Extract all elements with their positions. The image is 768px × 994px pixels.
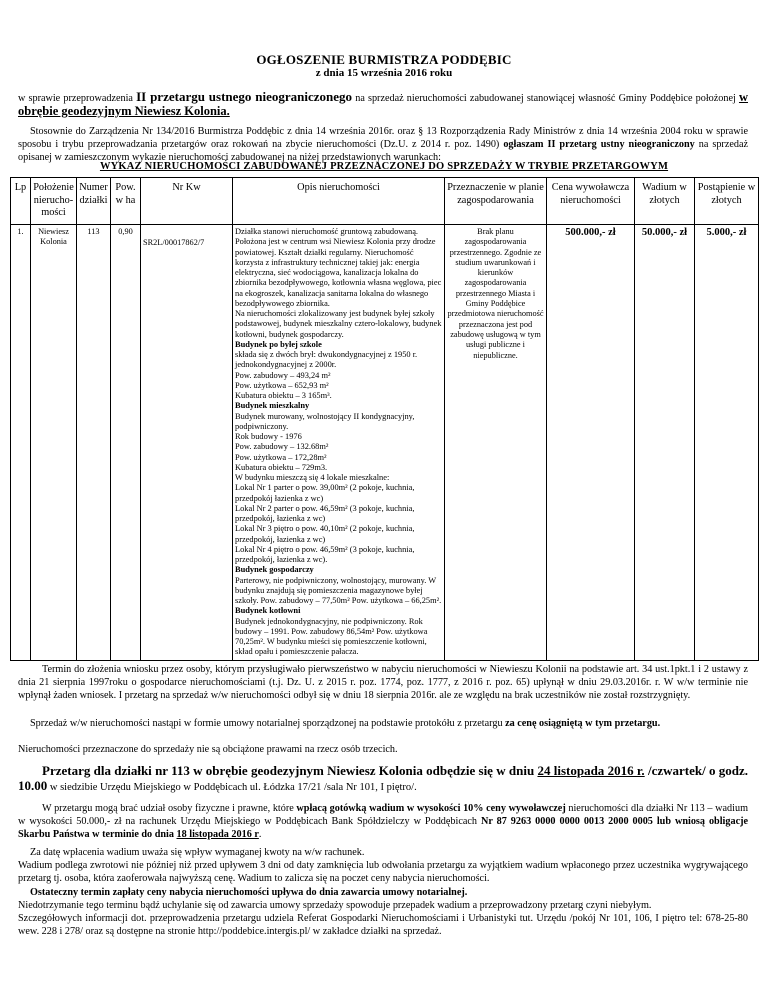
basis-text: Stosownie do Zarządzenia Nr 134/2016 Burmistrza Poddębic z dnia 14 września 2016r. oraz § 13 Rozporządzenia Rady Ministrów z dnia 14 września 2004 roku w sprawie sposobu i trybu przeprowadzania przetargów oraz rokowań na zbycie nieruchomości (Dz.U. z 2014 r. poz. 1490) <box>18 126 748 151</box>
sale-bold: za cenę osiągniętą w tym przetargu. <box>505 718 661 729</box>
property-table <box>10 177 759 661</box>
deposit-text: . <box>258 829 262 841</box>
cell-step: 5.000,- zł <box>695 225 759 661</box>
header-deposit: Wadium w złotych <box>635 178 695 225</box>
school-line: składa się z dwóch brył: dwukondygnacyjnej z 1950 r. jednokondygnacyjnej z 2000r. <box>235 350 418 370</box>
residential-line: Budynek murowany, wolnostojący II kondygnacyjny, podpiwniczony. <box>235 411 415 431</box>
boiler-house-line: Budynek jednokondygnacyjny, nie podpiwniczony. Rok budowy – 1991. Pow. zabudowy 86,54m² Pow. użytkowa 70,25m². W budynku mieści się pomieszczenie kotłowni, skład opału i pomieszczenie pałacza. <box>235 616 428 657</box>
final-line: Szczegółowych informacji dot. przeprowadzenia przetargu udziela Referat Gospodarki Nieruchomościami i Urbanistyki tut. Urzędu /pokój Nr 101, 106, I piętro tel: 678-25-80 wew. 228 i 278/ oraz są dostępne na stronie http://poddebice.intergis.pl/ w zakładce działki na sprzedaż. <box>18 913 748 938</box>
residential-line: Lokal Nr 3 piętro o pow. 40,10m² (2 pokoje, kuchnia, przedpokój, łazienka z wc) <box>235 524 415 544</box>
header-desc: Opis nieruchomości <box>233 178 445 225</box>
header-purpose: Przeznaczenie w planie zagospodarowania <box>445 178 547 225</box>
cell-kw: SR2L/00017862/7 <box>141 225 233 661</box>
final-line: Niedotrzymanie tego terminu bądź uchylanie się od zawarcia umowy sprzedaży spowoduje przepadek wadium a przeprowadzony przetarg czyni niebyłym. <box>18 899 652 911</box>
header-price: Cena wywoławcza nieruchomości <box>547 178 635 225</box>
cell-deposit: 50.000,- zł <box>635 225 695 661</box>
basis-bold: ogłaszam II przetarg ustny nieograniczony <box>503 139 695 151</box>
wykaz-title: WYKAZ NIERUCHOMOŚCI ZABUDOWANEJ PRZEZNACZONEJ DO SPRZEDAŻY W TRYBIE PRZETARGOWYM <box>99 161 669 172</box>
header-kw: Nr Kw <box>141 178 233 225</box>
auction-paragraph <box>18 763 748 795</box>
cell-purpose: Brak planu zagospodarowania przestrzennego. Zgodnie ze studium uwarunkowań i kierunków zagospodarowania przestrzennego Miasta i Gminy Poddębice przedmiotowa nieruchomość przeznaczona jest pod zabudowę usługową w tym usługi publiczne i niepubliczne. <box>445 225 547 661</box>
cell-area: 0,90 <box>111 225 141 661</box>
boiler-house-heading: Budynek kotłowni <box>235 606 301 616</box>
cell-plot: 113 <box>77 225 111 661</box>
deposit-text: W przetargu mogą brać udział osoby fizyczne i prawne, które <box>42 803 297 814</box>
residential-line: Rok budowy - 1976 <box>235 432 302 441</box>
residential-line: W budynku mieszczą się 4 lokale mieszkalne: <box>235 473 390 482</box>
school-heading: Budynek po byłej szkole <box>235 339 322 349</box>
intro-highlight: II przetargu ustnego nieograniczonego <box>136 89 353 104</box>
legal-basis-paragraph <box>18 125 748 165</box>
farm-building-line: Parterowy, nie podpiwniczony, wolnostojący, murowany. W budynku znajdują się pomieszczenia magazynowe byłej szkoły. Pow. zabudowy – 77,50m² Pow. użytkowa – 66,25m². <box>235 575 442 605</box>
table-row <box>11 225 759 661</box>
intro-prefix: w sprawie przeprowadzenia <box>18 93 137 104</box>
auction-bold: Przetarg dla działki nr 113 w obrębie geodezyjnym Niewiesz Kolonia odbędzie się w dniu <box>42 763 538 778</box>
residential-heading: Budynek mieszkalny <box>235 401 310 411</box>
announcement-date: z dnia 15 września 2016 roku <box>315 67 453 79</box>
deposit-paragraph <box>18 802 748 842</box>
school-line: Pow. zabudowy – 493,24 m² <box>235 370 331 380</box>
final-line: Wadium podlega zwrotowi nie później niż przed upływem 3 dni od daty zamknięcia lub odwołania przetargu za wyjątkiem wadium wpłaconego przez uczestnika wygrywającego przetarg tj. osoba, która zaoferowała najwyższą cenę. Wadium to zalicza się na poczet ceny nabycia nieruchomości. <box>18 860 748 885</box>
farm-building-heading: Budynek gospodarczy <box>235 565 314 575</box>
cell-description <box>233 225 445 661</box>
header-step: Postąpienie w złotych <box>695 178 759 225</box>
deposit-deadline: 18 listopada 2016 r <box>176 829 259 841</box>
announcement-title: OGŁOSZENIE BURMISTRZA PODDĘBIC <box>256 52 512 67</box>
desc-intro-2: Na nieruchomości zlokalizowany jest budynek byłej szkoły podstawowej, budynek mieszkalny cztero-lokalowy, budynek kotłowni, budynek gospodarczy. <box>235 309 442 339</box>
sale-paragraph <box>18 717 748 730</box>
residential-line: Lokal Nr 1 parter o pow. 39,00m² (2 pokoje, kuchnia, przedpokój łazienka z wc) <box>235 483 415 503</box>
residential-line: Lokal Nr 2 parter o pow. 46,59m² (3 pokoje, kuchnia, przedpokój, łazienka z wc) <box>235 503 415 523</box>
cell-lp: 1. <box>11 225 31 661</box>
residential-line: Pow. zabudowy – 132.68m² <box>235 442 329 452</box>
intro-location: w obrębie geodezyjnym Niewiesz Kolonia. <box>18 90 748 119</box>
auction-time: /czwartek/ o godz. 10.00 <box>18 763 748 793</box>
basis-suffix: na sprzedaż opisanej w zamieszczonym wykazie nieruchomości zabudowanej na niżej przedstawionych warunkach: <box>18 139 748 164</box>
final-line: Za datę wpłacenia wadium uważa się wpływ wymaganej kwoty na w/w rachunek. <box>30 847 365 858</box>
intro-middle: na sprzedaż nieruchomości zabudowanej stanowiącej własność Gminy Poddębice położonej <box>352 93 739 104</box>
cell-price: 500.000,- zł <box>547 225 635 661</box>
residential-line: Lokal Nr 4 piętro o pow. 46,59m² (3 pokoje, kuchnia, przedpokój, łazienka z wc). <box>235 544 415 564</box>
residential-line: Pow. użytkowa – 172,28m² <box>235 452 327 462</box>
header-lp: Lp <box>11 178 31 225</box>
header-location: Położenie nierucho-mości <box>31 178 77 225</box>
school-line: Kubatura obiektu – 3 165m³. <box>235 391 332 400</box>
final-paragraph <box>18 846 748 938</box>
desc-intro: Działka stanowi nieruchomość gruntową zabudowaną. Położona jest w centrum wsi Niewiesz Kolonia przy drodze powiatowej. Kształt działki regularny. Nieruchomość korzysta z infrastruktury technicznej takiej jak: energia elektryczna, sieć wodociągowa, kanalizacja lokalna do zbiornika bezodpływowego, kotłownia własna węglowa, piec na ekogroszek, kanalizacja sanitarna lokalna do własnego bezodpływowego zbiornika. <box>235 227 442 308</box>
encumbrance-paragraph: Nieruchomości przeznaczone do sprzedaży nie są obciążone prawami na rzecz osób trzecich. <box>18 744 398 755</box>
intro-paragraph <box>18 90 748 119</box>
cell-location: Niewiesz Kolonia <box>31 225 77 661</box>
deadline-paragraph: Termin do złożenia wniosku przez osoby, którym przysługiwało pierwszeństwo w nabyciu nieruchomości w Niewieszu Kolonii na podstawie art. 34 ust.1pkt.1 i 2 ustawy z dnia 21 sierpnia 1997roku o gospodarce nieruchomościami (t.j. Dz. U. z 2015 r. poz. 1774, poz. 1777, z 2016 r. poz. 65) upłynął w dniu 29.03.2016r. r. W w/w terminie nie wpłynął żaden wniosek. I przetarg na sprzedaż w/w nieruchomości odbył się w dniu 18 sierpnia 2016r. ale ze względu na brak uczestników nie został rozstrzygnięty. <box>18 664 748 702</box>
header-plot: Numer działki <box>77 178 111 225</box>
auction-date: 24 listopada 2016 r. <box>537 763 645 778</box>
sale-text: Sprzedaż w/w nieruchomości nastąpi w formie umowy notarialnej sporządzonej na podstawie protokółu z przetargu <box>30 718 506 729</box>
residential-line: Kubatura obiektu – 729m3. <box>235 462 328 472</box>
header-area: Pow. w ha <box>111 178 141 225</box>
deposit-bold: wpłacą gotówką wadium w wysokości 10% ceny wywoławczej <box>296 803 566 814</box>
deposit-account: Nr 87 9263 0000 0000 0013 2000 0005 lub wniosą obligacje Skarbu Państwa w terminie do dnia <box>18 816 749 841</box>
final-line-bold: Ostateczny termin zapłaty ceny nabycia nieruchomości upływa do dnia zawarcia umowy notarialnej. <box>30 886 468 898</box>
table-header-row <box>11 178 759 225</box>
deposit-text: nieruchomości dla działki Nr 113 – wadium w wysokości 50.000,- zł na rachunek Urzędu Miejskiego w Poddębicach Bank Spółdzielczy w Poddębicach <box>18 803 749 828</box>
auction-place: w siedzibie Urzędu Miejskiego w Poddębicach ul. Łódzka 17/21 /sala Nr 101, I piętro/. <box>47 782 417 793</box>
school-line: Pow. użytkowa – 652,93 m² <box>235 380 329 390</box>
